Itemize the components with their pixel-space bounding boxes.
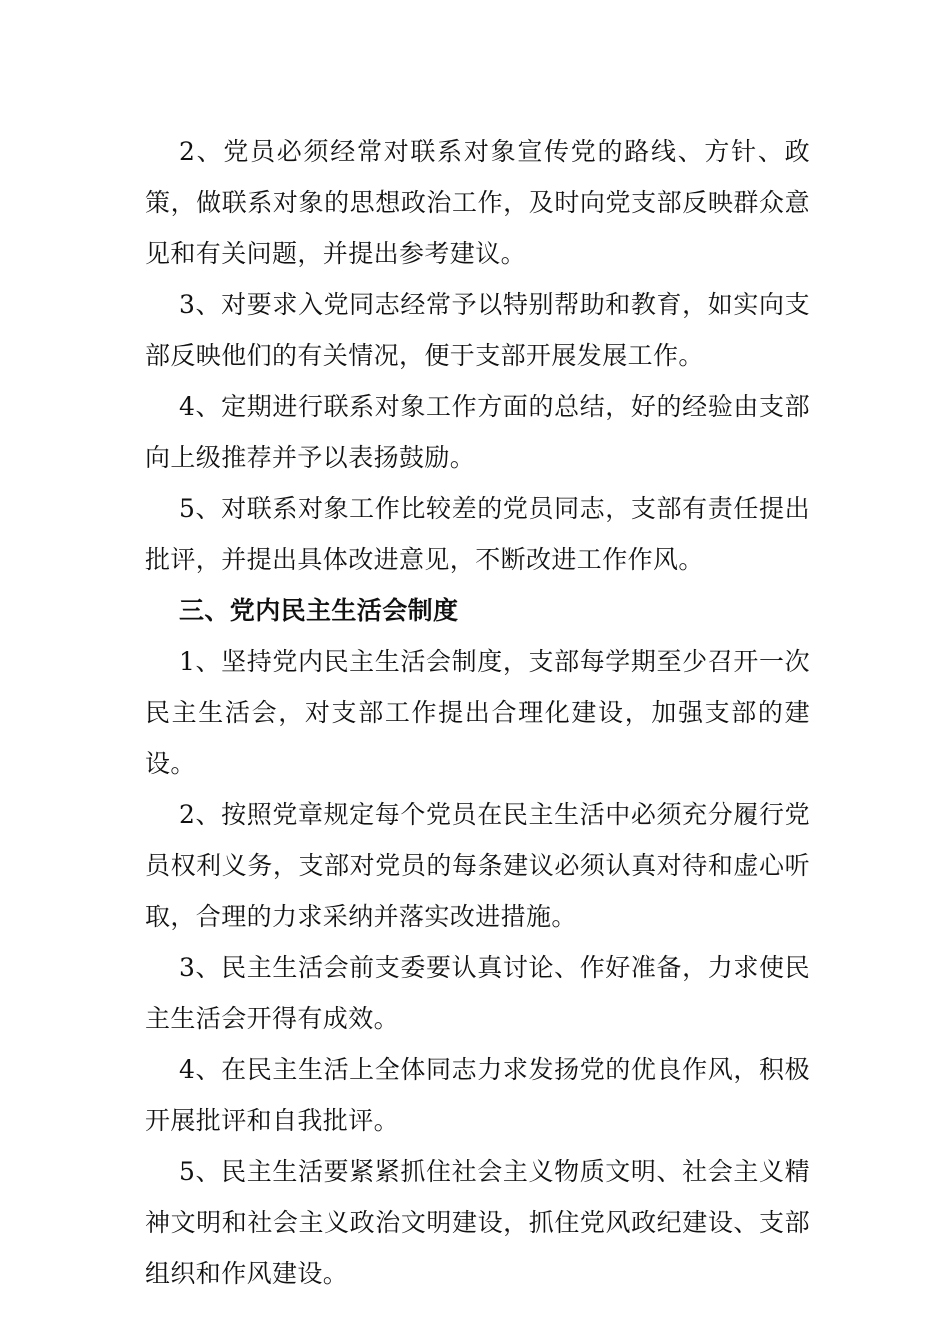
section-heading: 三、党内民主生活会制度 <box>179 596 459 625</box>
paragraph: 3、对要求入党同志经常予以特别帮助和教育，如实向支部反映他们的有关情况，便于支部开展发展工作。 <box>145 290 810 370</box>
paragraph: 2、党员必须经常对联系对象宣传党的路线、方针、政策，做联系对象的思想政治工作，及时向党支部反映群众意见和有关问题，并提出参考建议。 <box>145 137 810 268</box>
document-body <box>145 126 810 1299</box>
paragraph: 4、定期进行联系对象工作方面的总结，好的经验由支部向上级推荐并予以表扬鼓励。 <box>145 392 810 472</box>
paragraph: 1、坚持党内民主生活会制度，支部每学期至少召开一次民主生活会，对支部工作提出合理化建设，加强支部的建设。 <box>145 647 810 778</box>
paragraph: 5、对联系对象工作比较差的党员同志，支部有责任提出批评，并提出具体改进意见，不断改进工作作风。 <box>145 494 810 574</box>
paragraph: 2、按照党章规定每个党员在民主生活中必须充分履行党员权利义务，支部对党员的每条建议必须认真对待和虚心听取，合理的力求采纳并落实改进措施。 <box>145 800 810 931</box>
paragraph: 3、民主生活会前支委要认真讨论、作好准备，力求使民主生活会开得有成效。 <box>145 953 810 1033</box>
paragraph: 4、在民主生活上全体同志力求发扬党的优良作风，积极开展批评和自我批评。 <box>145 1055 810 1135</box>
paragraph: 5、民主生活要紧紧抓住社会主义物质文明、社会主义精神文明和社会主义政治文明建设，抓住党风政纪建设、支部组织和作风建设。 <box>145 1157 810 1288</box>
